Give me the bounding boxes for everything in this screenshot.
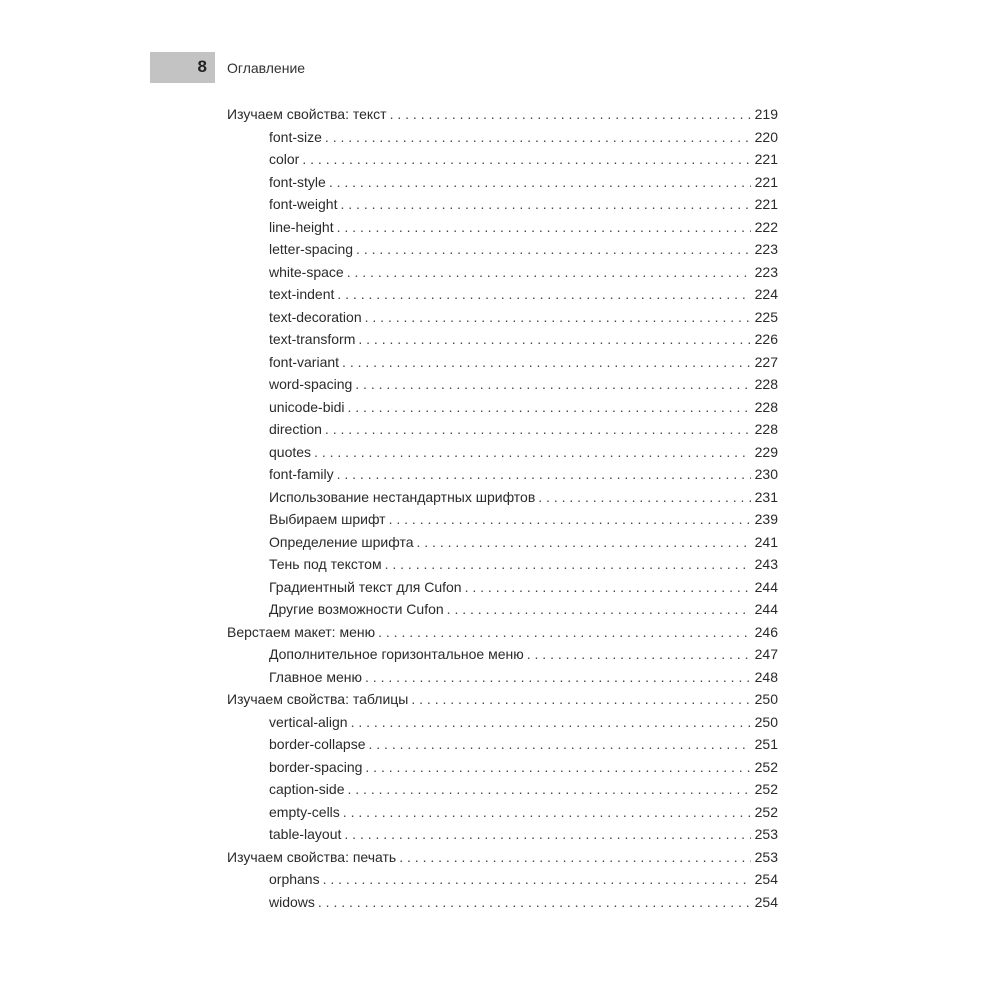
toc-entry-page: 247 [754, 646, 778, 662]
toc-subsection-entry [227, 216, 778, 239]
dot-leader [378, 621, 751, 644]
toc-section-entry [227, 103, 778, 126]
toc-entry-title: Определение шрифта [269, 533, 414, 550]
toc-entry-title: Выбираем шрифт [269, 511, 386, 527]
toc-subsection-entry [227, 193, 778, 216]
toc-entry-title: direction [269, 421, 322, 437]
dot-leader [343, 801, 751, 824]
dot-leader [411, 688, 750, 711]
toc-entry-title: font-family [269, 466, 334, 482]
toc-subsection-entry [227, 283, 778, 306]
toc-entry-page: 219 [754, 106, 778, 122]
toc-entry-title: unicode-bidi [269, 398, 345, 415]
toc-subsection-entry [227, 868, 778, 891]
toc-entry-page: 228 [754, 398, 778, 415]
toc-subsection-entry [227, 148, 778, 171]
toc-entry-page: 227 [754, 353, 778, 370]
toc-entry-page: 243 [754, 556, 778, 572]
page-number: 8 [197, 57, 207, 76]
toc-entry-title: font-style [269, 173, 326, 190]
toc-entry-title: border-collapse [269, 736, 366, 752]
toc-subsection-entry [227, 643, 778, 666]
toc-entry-title: caption-side [269, 781, 345, 797]
dot-leader [399, 846, 750, 869]
dot-leader [527, 643, 751, 666]
toc-subsection-entry [227, 463, 778, 486]
toc-entry-page: 250 [754, 713, 778, 730]
toc-entry-title: line-height [269, 218, 334, 235]
running-title: Оглавление [227, 60, 306, 76]
toc-subsection-entry [227, 711, 778, 734]
toc-entry-title: Другие возможности Cufon [269, 601, 444, 617]
toc-entry-page: 221 [754, 173, 778, 190]
toc-entry-title: font-size [269, 128, 322, 145]
toc-subsection-entry [227, 328, 778, 351]
toc-entry-page: 244 [754, 601, 778, 617]
toc-entry-title: Тень под текстом [269, 556, 382, 572]
toc-entry-title: Верстаем макет: меню [227, 623, 376, 640]
toc-entry-page: 250 [754, 691, 778, 707]
toc-subsection-entry [227, 171, 778, 194]
dot-leader [365, 666, 751, 689]
toc-subsection-entry [227, 508, 778, 531]
toc-entry-page: 228 [754, 376, 778, 392]
toc-entry-page: 225 [754, 308, 778, 325]
toc-entry-page: 229 [754, 443, 778, 460]
toc-entry-page: 223 [754, 263, 778, 280]
dot-leader [337, 283, 750, 306]
toc-subsection-entry [227, 126, 778, 149]
dot-leader [329, 171, 751, 194]
toc-entry-page: 244 [754, 578, 778, 595]
dot-leader [325, 126, 751, 149]
toc-subsection-entry [227, 351, 778, 374]
toc-entry-title: Изучаем свойства: таблицы [227, 691, 409, 707]
toc-section-entry [227, 621, 778, 644]
toc-subsection-entry [227, 306, 778, 329]
toc-subsection-entry [227, 418, 778, 441]
dot-leader [347, 261, 751, 284]
toc-subsection-entry [227, 598, 778, 621]
toc-entry-title: font-variant [269, 353, 340, 370]
toc-subsection-entry [227, 756, 778, 779]
toc-entry-title: border-spacing [269, 758, 363, 775]
toc-subsection-entry [227, 531, 778, 554]
table-of-contents [227, 103, 778, 913]
toc-entry-title: orphans [269, 871, 320, 887]
dot-leader [302, 148, 750, 171]
dot-leader [389, 508, 751, 531]
toc-subsection-entry [227, 486, 778, 509]
toc-entry-page: 221 [754, 151, 778, 167]
toc-entry-page: 223 [754, 241, 778, 257]
dot-leader [348, 396, 751, 419]
toc-entry-page: 254 [754, 893, 778, 910]
dot-leader [356, 238, 751, 261]
toc-entry-page: 246 [754, 623, 778, 640]
dot-leader [344, 823, 750, 846]
toc-section-entry [227, 688, 778, 711]
toc-entry-page: 226 [754, 331, 778, 347]
toc-subsection-entry [227, 666, 778, 689]
dot-leader [365, 306, 751, 329]
toc-subsection-entry [227, 441, 778, 464]
toc-entry-title: letter-spacing [269, 241, 354, 257]
dot-leader [358, 328, 750, 351]
dot-leader [314, 441, 751, 464]
dot-leader [369, 733, 751, 756]
toc-entry-title: Изучаем свойства: печать [227, 848, 397, 865]
dot-leader [465, 576, 751, 599]
toc-entry-title: Главное меню [269, 668, 363, 685]
toc-entry-title: color [269, 151, 300, 167]
toc-entry-title: font-weight [269, 196, 338, 212]
toc-entry-title: text-indent [269, 286, 335, 302]
toc-entry-title: Изучаем свойства: текст [227, 106, 387, 122]
dot-leader [318, 891, 751, 914]
toc-entry-title: word-spacing [269, 376, 353, 392]
toc-subsection-entry [227, 553, 778, 576]
toc-entry-page: 253 [754, 826, 778, 842]
toc-entry-title: empty-cells [269, 803, 340, 820]
dot-leader [355, 373, 750, 396]
dot-leader [323, 868, 751, 891]
page-number-box [150, 52, 215, 83]
toc-entry-page: 248 [754, 668, 778, 685]
toc-entry-page: 222 [754, 218, 778, 235]
toc-subsection-entry [227, 396, 778, 419]
toc-entry-page: 252 [754, 803, 778, 820]
toc-entry-page: 230 [754, 466, 778, 482]
toc-entry-title: table-layout [269, 826, 342, 842]
dot-leader [337, 216, 751, 239]
toc-subsection-entry [227, 801, 778, 824]
toc-subsection-entry [227, 778, 778, 801]
toc-entry-title: Дополнительное горизонтальное меню [269, 646, 524, 662]
toc-subsection-entry [227, 733, 778, 756]
toc-entry-page: 252 [754, 758, 778, 775]
toc-subsection-entry [227, 238, 778, 261]
toc-entry-title: text-transform [269, 331, 356, 347]
toc-entry-page: 254 [754, 871, 778, 887]
toc-entry-title: quotes [269, 443, 312, 460]
toc-entry-page: 231 [754, 488, 778, 505]
dot-leader [342, 351, 751, 374]
dot-leader [417, 531, 751, 554]
toc-entry-page: 221 [754, 196, 778, 212]
toc-entry-page: 228 [754, 421, 778, 437]
dot-leader [351, 711, 751, 734]
dot-leader [538, 486, 750, 509]
toc-subsection-entry [227, 373, 778, 396]
toc-subsection-entry [227, 261, 778, 284]
toc-entry-page: 251 [754, 736, 778, 752]
dot-leader [325, 418, 751, 441]
dot-leader [365, 756, 750, 779]
toc-entry-page: 252 [754, 781, 778, 797]
toc-entry-page: 239 [754, 511, 778, 527]
toc-entry-page: 253 [754, 848, 778, 865]
toc-entry-title: Использование нестандартных шрифтов [269, 488, 536, 505]
toc-entry-title: Градиентный текст для Cufon [269, 578, 462, 595]
toc-entry-page: 241 [754, 533, 778, 550]
dot-leader [337, 463, 751, 486]
toc-entry-title: widows [269, 893, 315, 910]
dot-leader [447, 598, 751, 621]
toc-entry-title: text-decoration [269, 308, 362, 325]
toc-subsection-entry [227, 576, 778, 599]
toc-entry-title: white-space [269, 263, 344, 280]
toc-entry-title: vertical-align [269, 713, 348, 730]
toc-subsection-entry [227, 823, 778, 846]
toc-subsection-entry [227, 891, 778, 914]
dot-leader [385, 553, 751, 576]
dot-leader [390, 103, 751, 126]
toc-entry-page: 224 [754, 286, 778, 302]
dot-leader [348, 778, 751, 801]
dot-leader [340, 193, 750, 216]
toc-section-entry [227, 846, 778, 869]
toc-entry-page: 220 [754, 128, 778, 145]
